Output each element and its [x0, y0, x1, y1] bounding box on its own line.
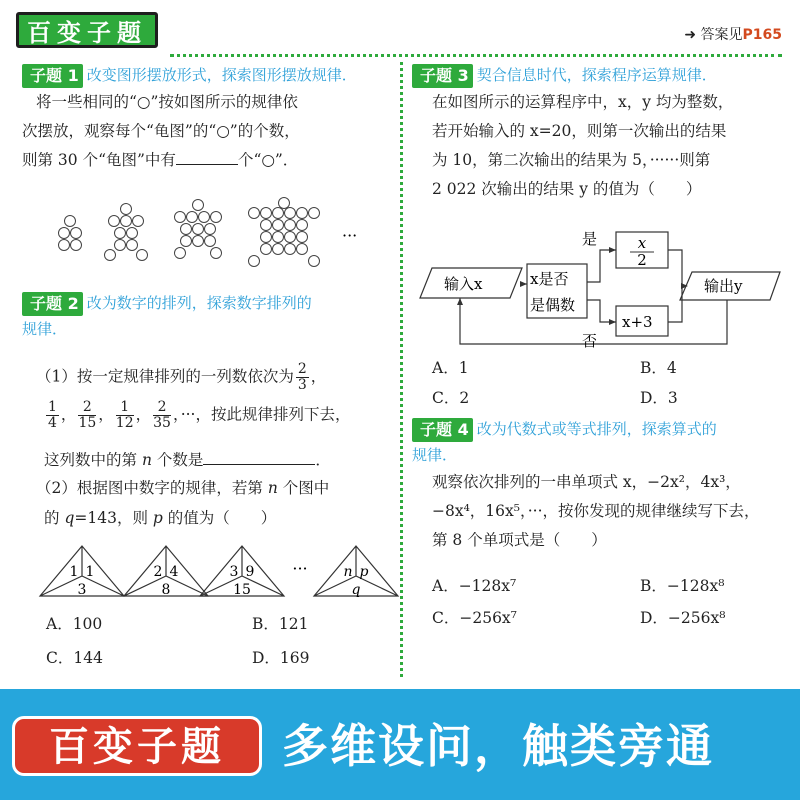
tri-1-right: 1 — [85, 564, 95, 580]
circle-mark — [249, 256, 260, 267]
q2-part1-tail: ，···，按此规律排列下去， — [172, 405, 351, 424]
tri-1-bottom: 3 — [77, 582, 87, 598]
q2-part1-line2: $\frac{1}{4}$ ， $\frac{2}{15}$ ， $\frac{1}{12}$ ， $\frac{2}{35}$ ，···，按此规律排列下去， — [48, 399, 351, 431]
fraction: $\frac{1}{4}$ — [48, 399, 57, 431]
circle-mark — [273, 232, 284, 243]
circle-mark — [205, 236, 216, 247]
circle-mark — [273, 220, 284, 231]
circle-mark — [65, 216, 76, 227]
q2-option-d: D．169 — [252, 649, 310, 667]
turtle-figures — [40, 195, 380, 285]
circle-mark — [261, 220, 272, 231]
q2-headline-2: 规律． — [22, 320, 68, 338]
q4-line2: −8x⁴，16x⁵，···，按你发现的规律继续写下去， — [432, 502, 760, 520]
circle-mark — [309, 256, 320, 267]
q4-heading — [412, 416, 788, 442]
circle-mark — [187, 212, 198, 223]
circle-mark — [71, 240, 82, 251]
q2-option-c: C．144 — [46, 649, 103, 667]
circle-mark — [297, 208, 308, 219]
circle-mark — [211, 248, 222, 259]
circle-mark — [115, 240, 126, 251]
q1-line3 — [22, 146, 392, 175]
circle-mark — [261, 244, 272, 255]
tri-4-left: n — [343, 564, 353, 580]
q1-headline: 改变图形摆放形式，探索图形摆放规律． — [86, 66, 357, 84]
q4-option-a: A．−128x⁷ — [432, 577, 517, 595]
tri-ellipsis: ··· — [292, 559, 308, 578]
q1-line3-start: 则第 30 个“龟图”中有 — [22, 151, 176, 169]
q3-option-c: C．2 — [432, 389, 470, 407]
tri-1-left: 1 — [69, 564, 79, 580]
circle-mark — [273, 208, 284, 219]
footer-slogan: 多维设问，触类旁通 — [282, 719, 714, 773]
circle-mark — [127, 240, 138, 251]
circle-mark — [297, 244, 308, 255]
tri-3-bottom: 15 — [233, 582, 251, 598]
circle-mark — [121, 216, 132, 227]
circle-mark — [297, 220, 308, 231]
page-title: 百变子题 — [16, 12, 158, 48]
circle-mark — [205, 224, 216, 235]
q1-line3-end: 个“○”． — [237, 151, 299, 169]
circle-mark — [285, 220, 296, 231]
circle-mark — [285, 208, 296, 219]
fraction: $\frac{2}{3}$ — [297, 361, 307, 393]
question-4 — [412, 416, 788, 555]
circle-mark — [71, 228, 82, 239]
circle-mark — [211, 212, 222, 223]
flow-yes: 是 — [582, 230, 598, 248]
circle-mark — [181, 236, 192, 247]
q4-option-b: B．−128x⁸ — [640, 577, 725, 595]
tri-2-left: 2 — [153, 564, 163, 580]
q3-option-b: B．4 — [640, 359, 677, 377]
fraction: $\frac{2}{15}$ — [78, 399, 97, 431]
circle-mark — [279, 198, 290, 209]
q2-answer-blank — [203, 464, 315, 465]
circle-mark — [261, 208, 272, 219]
tri-4-bottom: q — [351, 582, 361, 598]
question-1 — [22, 62, 392, 175]
circle-mark — [181, 224, 192, 235]
tri-3-left: 3 — [229, 564, 239, 580]
q1-heading — [22, 62, 392, 88]
tri-2-bottom: 8 — [161, 582, 171, 598]
flow-no: 否 — [582, 332, 598, 350]
q3-line2: 若开始输入的 x=20，则第一次输出的结果 — [432, 122, 727, 140]
circle-mark — [297, 232, 308, 243]
circle-mark — [59, 228, 70, 239]
flow-decision-1: x是否 — [530, 270, 569, 288]
circle-mark — [309, 208, 320, 219]
circle-mark — [273, 244, 284, 255]
q2-part1-line3: 这列数中的第 n 个数是 ． — [44, 451, 331, 469]
circle-mark — [193, 200, 204, 211]
circle-mark — [285, 232, 296, 243]
q4-tag: 子题 4 — [412, 418, 473, 442]
circle-mark — [193, 236, 204, 247]
tri-2-right: 4 — [169, 564, 179, 580]
question-3 — [412, 62, 788, 204]
flow-decision-2: 是偶数 — [530, 296, 576, 314]
q1-line1: 将一些相同的“○”按如图所示的规律依 — [36, 93, 298, 111]
q2-part2-line2: 的 q=143，则 p 的值为（ ） — [44, 509, 277, 527]
q2-heading — [22, 290, 394, 316]
q4-headline-2: 规律． — [412, 446, 458, 464]
q2-part1-text: （1）按一定规律排列的一列数依次为 — [36, 367, 294, 386]
q3-option-a: A．1 — [432, 359, 469, 377]
q1-line2: 次摆放，观察每个“龟图”的“○”的个数， — [22, 122, 300, 140]
flow-output: 输出y — [704, 277, 743, 295]
tri-3-right: 9 — [245, 564, 255, 580]
flow-input: 输入x — [444, 275, 483, 293]
circle-mark — [285, 244, 296, 255]
circle-mark — [115, 228, 126, 239]
q1-answer-blank — [176, 164, 238, 165]
circle-mark — [105, 250, 116, 261]
footer-badge: 百变子题 — [12, 716, 262, 776]
flowchart — [412, 222, 792, 352]
answer-ref-page: P165 — [742, 27, 782, 43]
q1-ellipsis: ··· — [342, 226, 358, 245]
circle-mark — [261, 232, 272, 243]
q2-part1-line1: （1）按一定规律排列的一列数依次为 $\frac{2}{3}$ ， — [36, 361, 327, 393]
q1-tag: 子题 1 — [22, 64, 83, 88]
q2-tag: 子题 2 — [22, 292, 83, 316]
tri-4-right: p — [359, 564, 369, 580]
triangle-figures — [36, 542, 400, 602]
circle-mark — [121, 204, 132, 215]
q3-headline: 契合信息时代，探索程序运算规律． — [476, 66, 717, 84]
q4-line3: 第 8 个单项式是（ ） — [432, 531, 607, 549]
circle-mark — [175, 248, 186, 259]
arrow-right-icon: ➜ — [684, 27, 697, 43]
answer-ref-label: 答案见 — [700, 27, 743, 43]
q3-option-d: D．3 — [640, 389, 678, 407]
circle-mark — [59, 240, 70, 251]
answer-reference — [684, 24, 782, 44]
q3-heading — [412, 62, 788, 88]
q2-option-b: B．121 — [252, 615, 309, 633]
circle-mark — [137, 250, 148, 261]
column-divider — [400, 62, 403, 677]
q2-part2-line1: （2）根据图中数字的规律，若第 n 个图中 — [36, 479, 330, 497]
circle-mark — [133, 216, 144, 227]
header-divider — [170, 54, 782, 57]
q4-option-c: C．−256x⁷ — [432, 609, 517, 627]
q3-line3: 为 10，第二次输出的结果为 5，······则第 — [432, 151, 711, 169]
circle-mark — [109, 216, 120, 227]
flow-frac-num: x — [637, 234, 647, 252]
circle-mark — [199, 212, 210, 223]
q2-headline-1: 改为数字的排列，探索数字排列的 — [86, 294, 312, 312]
circle-mark — [127, 228, 138, 239]
flow-plus-three: x+3 — [622, 313, 653, 331]
circle-mark — [193, 224, 204, 235]
q4-headline-1: 改为代数式或等式排列，探索算式的 — [476, 420, 717, 438]
q3-line4: 2 022 次输出的结果 y 的值为（ ） — [432, 180, 702, 198]
q4-option-d: D．−256x⁸ — [640, 609, 726, 627]
q3-tag: 子题 3 — [412, 64, 473, 88]
flow-frac-den: 2 — [637, 251, 647, 269]
fraction: $\frac{2}{35}$ — [153, 399, 171, 431]
q3-line1: 在如图所示的运算程序中，x，y 均为整数， — [432, 93, 734, 111]
circle-mark — [249, 208, 260, 219]
q4-line1: 观察依次排列的一串单项式 x，−2x²，4x³， — [432, 473, 741, 491]
fraction: $\frac{1}{12}$ — [115, 399, 134, 431]
q2-option-a: A．100 — [46, 615, 103, 633]
circle-mark — [175, 212, 186, 223]
question-2 — [22, 290, 394, 342]
